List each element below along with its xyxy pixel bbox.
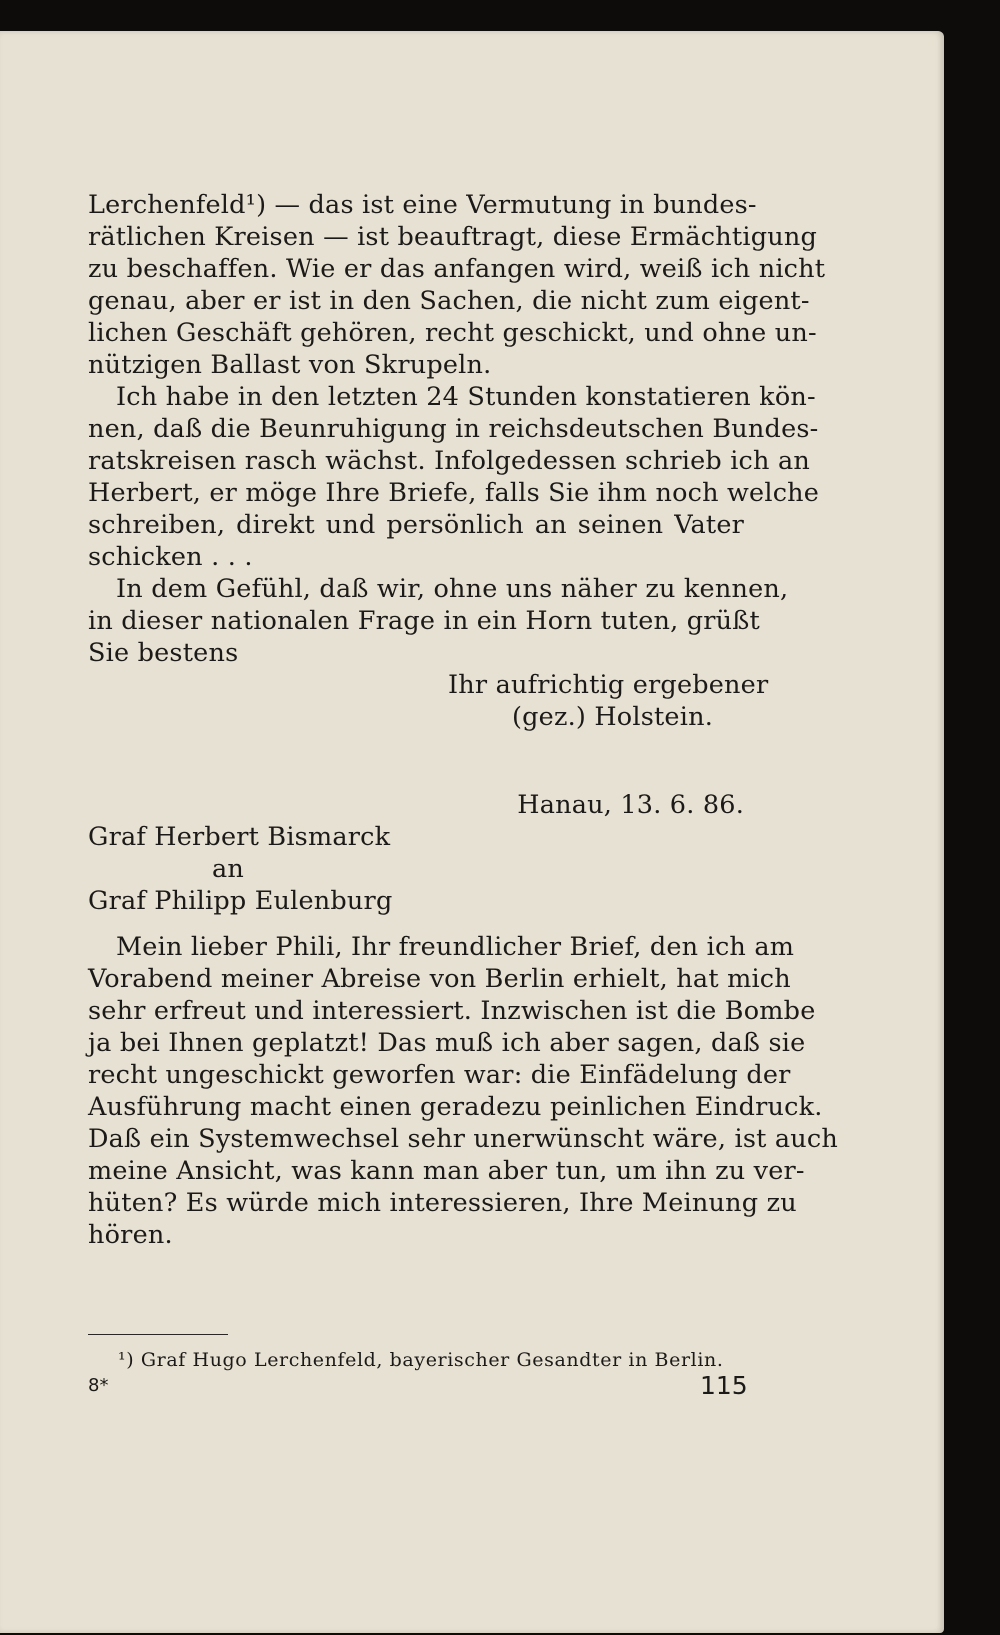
text-line: Vorabend meiner Abreise von Berlin erhielt, hat mich [88,964,791,994]
text-line: schreiben, direkt und persönlich an seinen Vater [88,510,744,540]
text-line: Daß ein Systemwechsel sehr unerwünscht wäre, ist auch [88,1124,838,1154]
text-line: lichen Geschäft gehören, recht geschickt, und ohne un- [88,318,817,348]
page-number: 115 [700,1371,748,1400]
text-line: Herbert, er möge Ihre Briefe, falls Sie ihm noch welche [88,478,820,508]
text-line: nen, daß die Beunruhigung in reichsdeutschen Bundes- [88,414,819,444]
paragraph-start-line: In dem Gefühl, daß wir, ohne uns näher zu kennen, [116,574,789,604]
text-line: genau, aber er ist in den Sachen, die nicht zum eigent- [88,286,810,316]
text-line: rätlichen Kreisen — ist beauftragt, diese Ermächtigung [88,222,818,252]
text-line: zu beschaffen. Wie er das anfangen wird, weiß ich nicht [88,254,826,284]
text-line: recht ungeschickt geworfen war: die Einfädelung der [88,1060,791,1090]
text-line: in dieser nationalen Frage in ein Horn tuten, grüßt [88,606,760,636]
footnote: ¹) Graf Hugo Lerchenfeld, bayerischer Gesandter in Berlin. [118,1349,724,1371]
text-line: nützigen Ballast von Skrupeln. [88,350,492,380]
text-line: Lerchenfeld¹) — das ist eine Vermutung in bundes- [88,190,757,220]
paragraph-start-line: Mein lieber Phili, Ihr freundlicher Brief, den ich am [116,932,795,962]
text-line: ja bei Ihnen geplatzt! Das muß ich aber sagen, daß sie [88,1028,806,1058]
signature-mark: 8* [88,1375,109,1396]
letter-recipient: Graf Philipp Eulenburg [88,886,393,916]
letter-sender: Graf Herbert Bismarck [88,822,391,852]
text-line: hören. [88,1220,173,1250]
letter-addressee-connector: an [212,854,245,884]
text-line: hüten? Es würde mich interessieren, Ihre Meinung zu [88,1188,797,1218]
paragraph-start-line: Ich habe in den letzten 24 Stunden konstatieren kön- [116,382,816,412]
closing-formula: Ihr aufrichtig ergebener [448,670,769,700]
footnote-rule [88,1334,228,1335]
letter-place-date: Hanau, 13. 6. 86. [517,790,744,820]
text-line: ratskreisen rasch wächst. Infolgedessen schrieb ich an [88,446,810,476]
letter-signature: (gez.) Holstein. [512,702,714,732]
book-page [0,31,944,1633]
text-line: Ausführung macht einen geradezu peinlichen Eindruck. [88,1092,823,1122]
text-line: meine Ansicht, was kann man aber tun, um ihn zu ver- [88,1156,805,1186]
text-line: sehr erfreut und interessiert. Inzwischen ist die Bombe [88,996,816,1026]
text-line: schicken . . . [88,542,253,572]
text-line: Sie bestens [88,638,239,668]
